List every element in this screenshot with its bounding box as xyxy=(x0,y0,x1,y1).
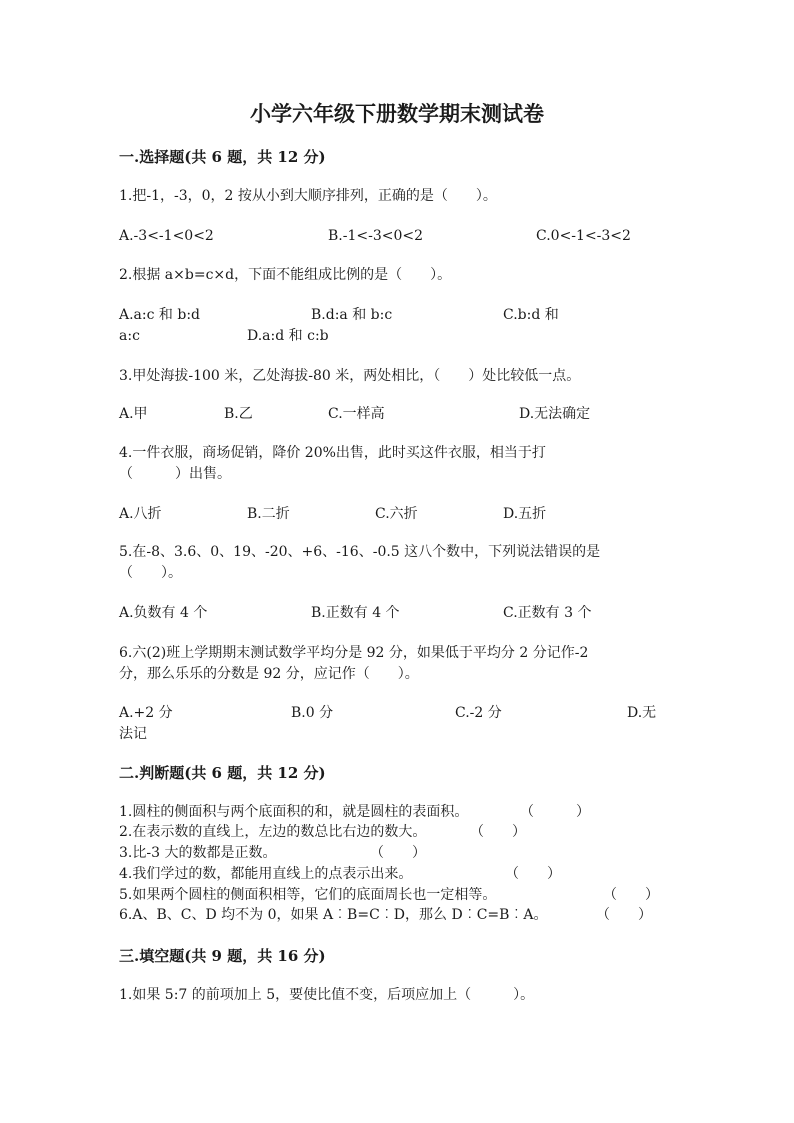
option-a: A.+2 分 xyxy=(119,705,173,721)
judge-item-text: 4.我们学过的数，都能用直线上的点表示出来。 xyxy=(119,866,413,882)
option-b: B.d:a 和 b:c xyxy=(311,307,393,323)
option-c: C.0<-1<-3<2 xyxy=(536,228,631,244)
fill-item-text: 1.如果 5:7 的前项加上 5，要使比值不变，后项应加上（ ）。 xyxy=(119,987,535,1003)
question-stem: 6.六(2)班上学期期末测试数学平均分是 92 分，如果低于平均分 2 分记作-2 xyxy=(119,645,589,661)
judge-item-blank: （ ） xyxy=(520,804,590,820)
judge-item-blank: （ ） xyxy=(603,887,659,903)
judge-item-text: 2.在表示数的直线上，左边的数总比右边的数大。 xyxy=(119,824,427,840)
option-b: B.正数有 4 个 xyxy=(311,605,400,621)
judge-item-text: 1.圆柱的侧面积与两个底面积的和，就是圆柱的表面积。 xyxy=(119,804,469,820)
section-heading-choice: 一.选择题(共 6 题，共 12 分) xyxy=(119,148,326,166)
judge-item-text: 5.如果两个圆柱的侧面积相等，它们的底面周长也一定相等。 xyxy=(119,887,497,903)
option-a: A.-3<-1<0<2 xyxy=(119,228,214,244)
question-stem: 5.在-8、3.6、0、19、-20、+6、-16、-0.5 这八个数中，下列说法错误的是 xyxy=(119,544,601,560)
judge-item-blank: （ ） xyxy=(470,824,526,840)
question-stem: 3.甲处海拔-100 米，乙处海拔-80 米，两处相比，（ ）处比较低一点。 xyxy=(119,368,581,384)
option-c-continued: a:c xyxy=(119,328,140,344)
option-b: B.-1<-3<0<2 xyxy=(328,228,424,244)
option-c: C.-2 分 xyxy=(455,705,502,721)
judge-item-blank: （ ） xyxy=(505,866,561,882)
question-stem-continued: （ ）出售。 xyxy=(119,466,231,482)
question-stem: 4.一件衣服，商场促销，降价 20%出售，此时买这件衣服，相当于打 xyxy=(119,445,546,461)
option-d: D.无法确定 xyxy=(519,406,591,422)
option-c: C.一样高 xyxy=(328,406,385,422)
option-c: C.b:d 和 xyxy=(503,307,559,323)
judge-item-text: 6.A、B、C、D 均不为 0，如果 A︰B=C︰D，那么 D︰C=B︰A。 xyxy=(119,907,548,923)
section-heading-fill: 三.填空题(共 9 题，共 16 分) xyxy=(119,947,326,965)
page-title: 小学六年级下册数学期末测试卷 xyxy=(250,101,544,126)
section-heading-judge: 二.判断题(共 6 题，共 12 分) xyxy=(119,764,326,782)
judge-item-blank: （ ） xyxy=(596,907,652,923)
option-c: C.六折 xyxy=(375,506,418,522)
question-stem: 1.把-1，-3，0，2 按从小到大顺序排列，正确的是（ ）。 xyxy=(119,188,497,204)
judge-item-blank: （ ） xyxy=(370,845,426,861)
option-b: B.0 分 xyxy=(291,705,334,721)
option-a: A.a:c 和 b:d xyxy=(119,307,201,323)
judge-item-text: 3.比-3 大的数都是正数。 xyxy=(119,845,277,861)
question-stem-continued: （ ）。 xyxy=(119,565,182,581)
option-b: B.乙 xyxy=(224,406,253,422)
option-d: D.a:d 和 c:b xyxy=(247,328,329,344)
option-d-continued: 法记 xyxy=(119,726,147,742)
option-a: A.负数有 4 个 xyxy=(119,605,208,621)
option-a: A.甲 xyxy=(119,406,148,422)
option-a: A.八折 xyxy=(119,506,162,522)
option-d: D.五折 xyxy=(503,506,547,522)
option-b: B.二折 xyxy=(247,506,290,522)
option-d: D.无 xyxy=(627,705,657,721)
question-stem-continued: 分，那么乐乐的分数是 92 分，应记作（ ）。 xyxy=(119,666,419,682)
option-c: C.正数有 3 个 xyxy=(503,605,592,621)
question-stem: 2.根据 a×b=c×d，下面不能组成比例的是（ ）。 xyxy=(119,267,452,283)
